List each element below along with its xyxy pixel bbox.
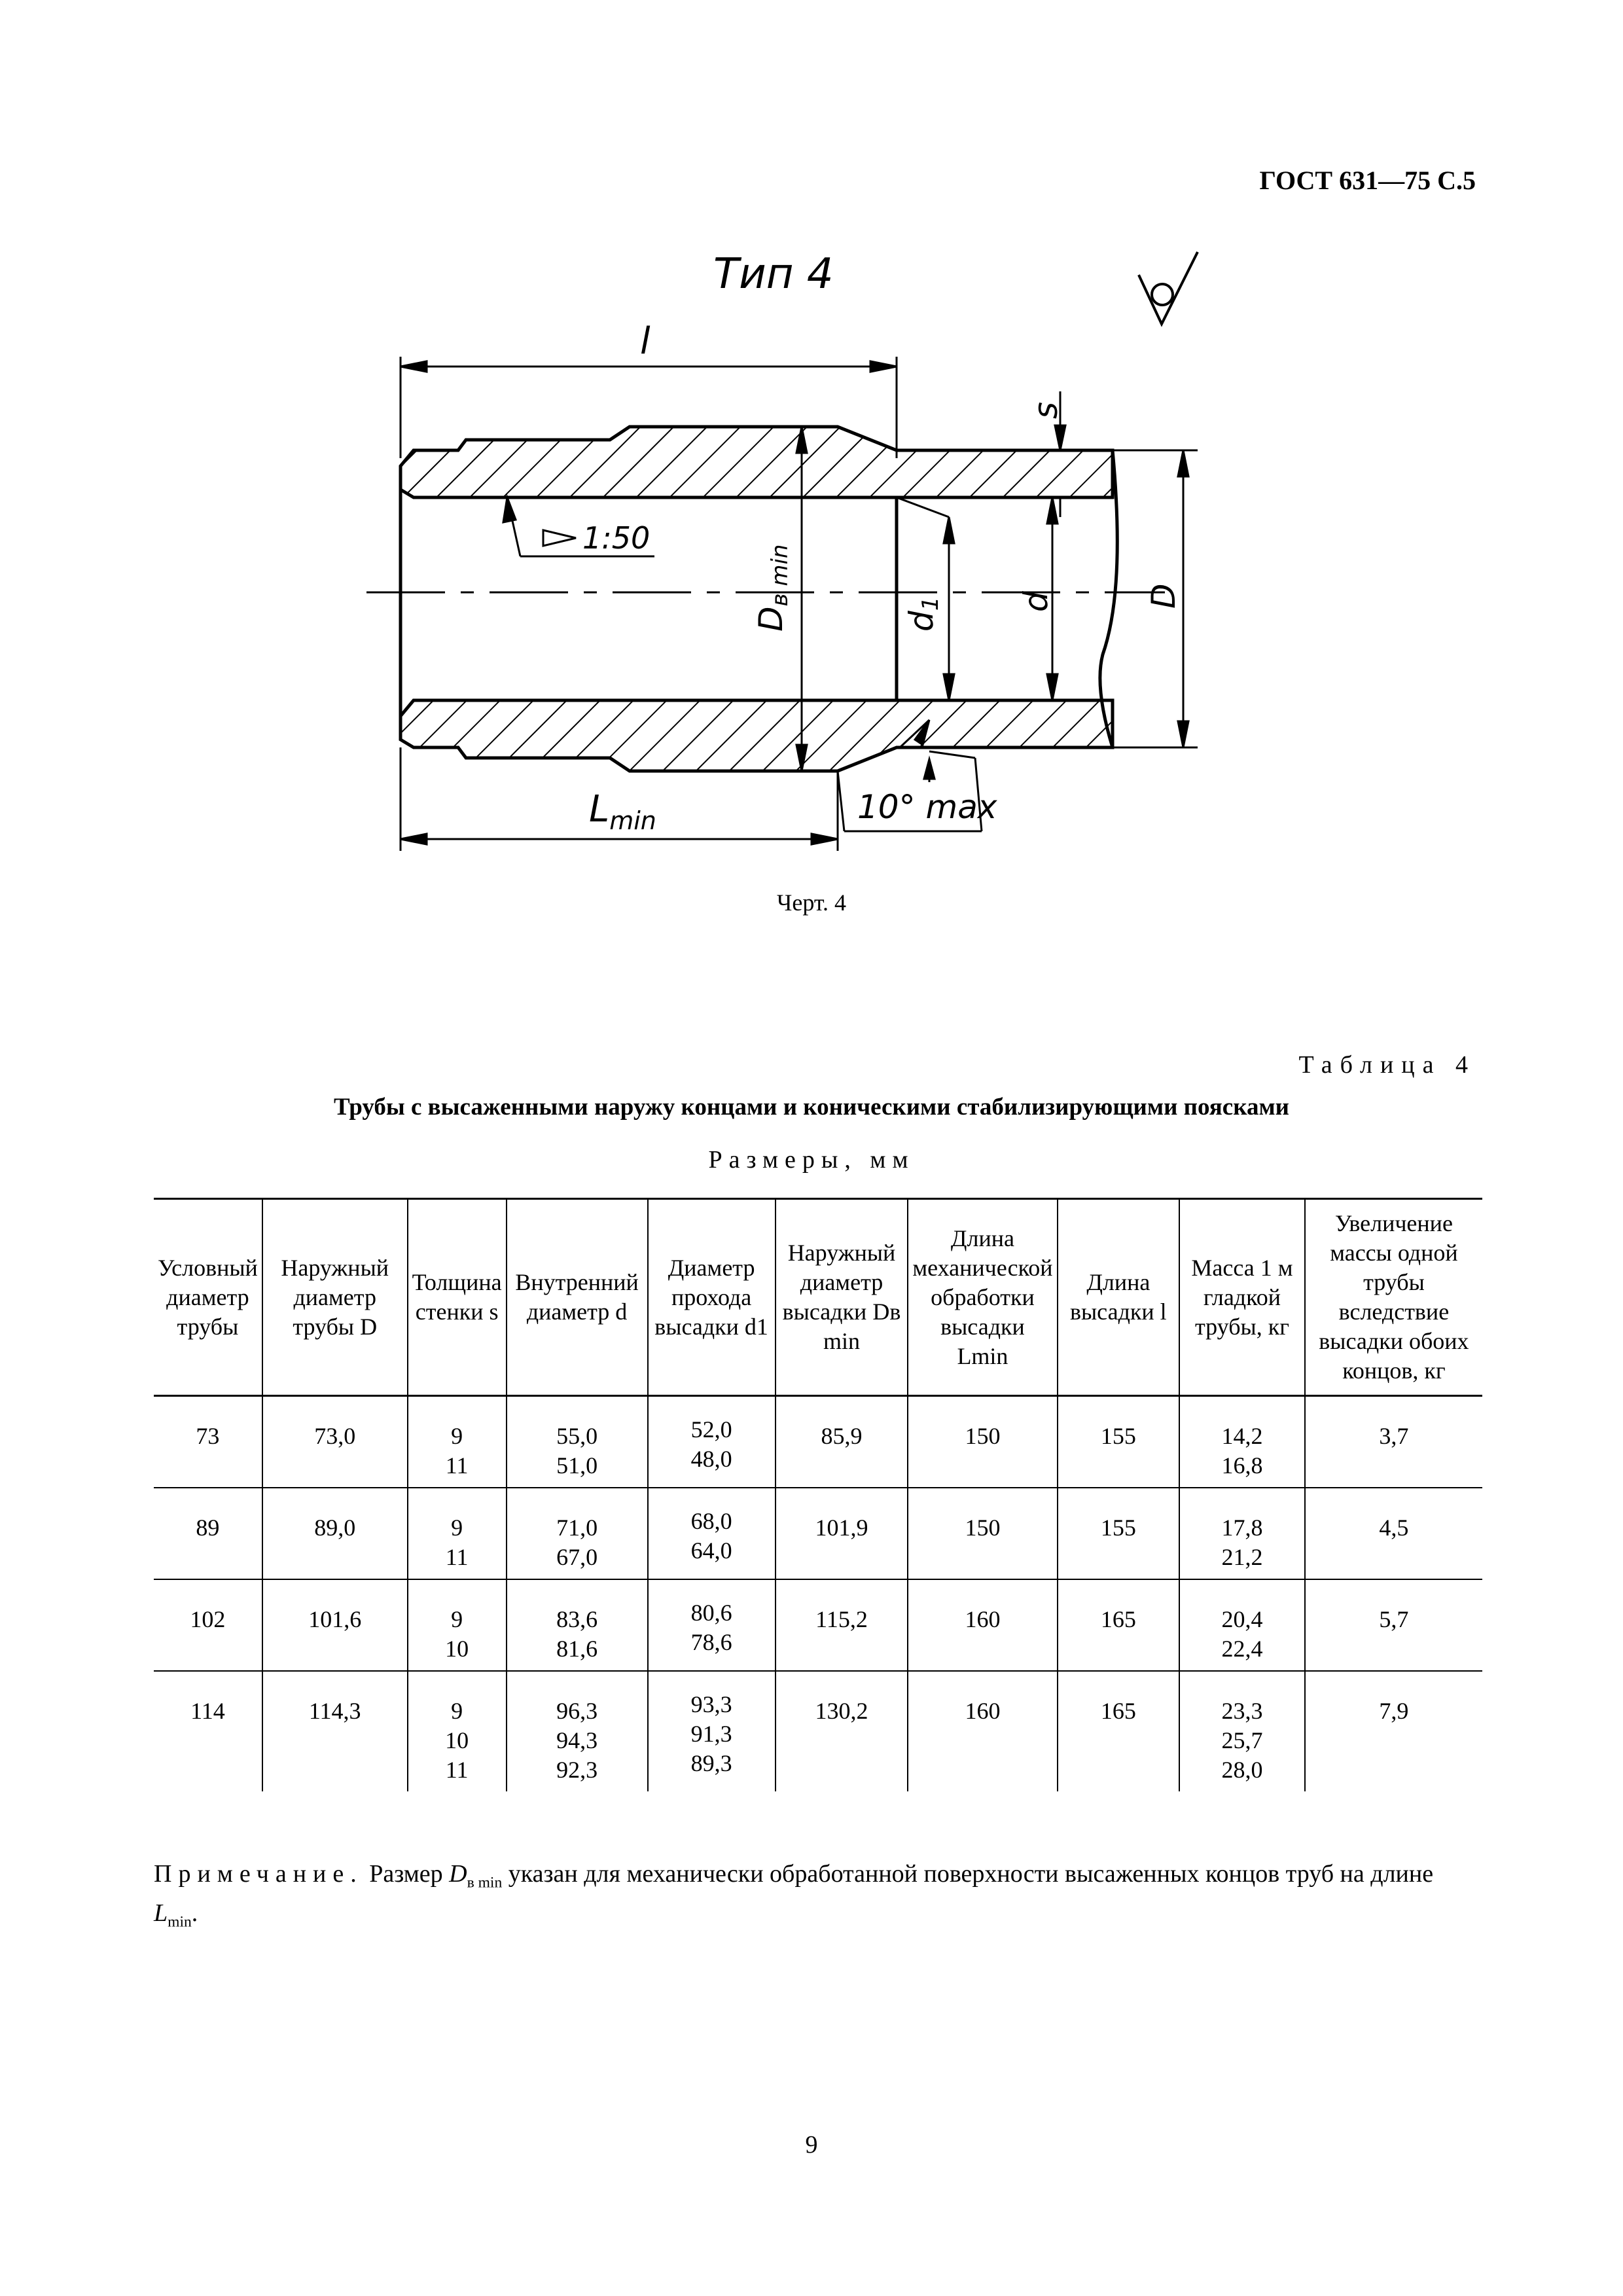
- table-cell-s: 9 11: [408, 1396, 507, 1488]
- pipe-section-lower: [401, 700, 1113, 771]
- table-cell-Lmin: 160: [908, 1579, 1057, 1671]
- table-cell-mass: 17,8 21,2: [1179, 1488, 1305, 1579]
- table-cell-d1: 52,0 48,0: [648, 1396, 776, 1488]
- table-cell-d1: 68,0 64,0: [648, 1488, 776, 1579]
- table-header-row: [154, 1199, 1482, 1396]
- table-row: [154, 1488, 1482, 1579]
- table-title: Трубы с высаженными наружу концами и коническими стабилизирующими поясками: [334, 1094, 1289, 1121]
- col-header-upset-bore: Диаметр прохода высадки d1: [648, 1199, 776, 1396]
- col-header-upset-outer-diameter: Наружный диаметр высадки Dв min: [776, 1199, 908, 1396]
- dimensions-table: [154, 1198, 1482, 1791]
- col-header-machining-length: Длина механической обработки высадки Lmin: [908, 1199, 1057, 1396]
- table-cell-increase: 7,9: [1379, 1698, 1409, 1724]
- label-s: s: [1027, 401, 1065, 419]
- table-cell-d: 71,0 67,0: [507, 1488, 648, 1579]
- table-cell-d1: 93,3 91,3 89,3: [648, 1671, 776, 1791]
- label-Lmin: $L_{min}$: [589, 788, 656, 835]
- table-cell-D: 114,3: [262, 1671, 408, 1791]
- table-cell-l: 155: [1058, 1396, 1180, 1488]
- table-cell-nominal: 89: [154, 1488, 262, 1579]
- note-label: Примечание.: [154, 1860, 363, 1888]
- pipe-section-upper: [401, 427, 1113, 497]
- table-cell-Lmin: 150: [908, 1396, 1057, 1488]
- table-cell-increase: 4,5: [1305, 1488, 1482, 1579]
- standard-reference: ГОСТ 631—75 С.5: [1259, 166, 1476, 195]
- page-number: 9: [805, 2131, 818, 2159]
- table-cell-d1: 80,6 78,6: [648, 1579, 776, 1671]
- table-cell-increase: 5,7: [1305, 1579, 1482, 1671]
- table-row: [154, 1396, 1482, 1488]
- table-cell-Lmin: 150: [908, 1488, 1057, 1579]
- table-cell-nominal: 73: [154, 1396, 262, 1488]
- col-header-mass-increase: Увеличение массы одной трубы вследствие высадки обоих концов, кг: [1305, 1199, 1482, 1396]
- table-cell-d: 83,6 81,6: [507, 1579, 648, 1671]
- table-row: [154, 1579, 1482, 1671]
- col-header-outer-diameter: Наружный диаметр трубы D: [262, 1199, 408, 1396]
- col-header-wall-thickness: Толщина стенки s: [408, 1199, 507, 1396]
- label-taper: 1:50: [582, 520, 651, 556]
- table-cell-d: 96,3 94,3 92,3: [507, 1671, 648, 1791]
- label-d: d: [1017, 591, 1055, 612]
- table-label: Таблица 4: [1298, 1051, 1476, 1079]
- table-cell-l: 165: [1058, 1671, 1180, 1791]
- table-units: Размеры, мм: [708, 1146, 915, 1174]
- table-cell-d: 55,0 51,0: [507, 1396, 648, 1488]
- label-angle: 10° max: [857, 788, 997, 826]
- table-cell-mass: 14,2 16,8: [1179, 1396, 1305, 1488]
- table-cell-s: 9 11: [408, 1488, 507, 1579]
- roughness-symbol: [1139, 252, 1198, 324]
- type-label: Тип 4: [713, 250, 834, 298]
- table-cell-s: 9 10 11: [408, 1671, 507, 1791]
- table-cell-D: 73,0: [262, 1396, 408, 1488]
- label-D: D: [1145, 583, 1183, 609]
- figure-caption: Черт. 4: [777, 889, 846, 916]
- table-cell-s: 9 10: [408, 1579, 507, 1671]
- table-cell-mass: 20,4 22,4: [1179, 1579, 1305, 1671]
- table-cell-Db: 115,2: [776, 1579, 908, 1671]
- label-l: l: [640, 320, 651, 363]
- table-cell-Lmin: 160: [908, 1671, 1057, 1791]
- table-note: Примечание. Размер $D_{в min}$ указан для механически обработанной поверхности высаженных концов труб на длине $L_{min}$.: [154, 1860, 1434, 1931]
- col-header-mass: Масса 1 м гладкой трубы, кг: [1179, 1199, 1305, 1396]
- table-cell-increase: 3,7: [1305, 1396, 1482, 1488]
- pipe-end-drawing: [0, 0, 1623, 877]
- table-cell-nominal: 102: [154, 1579, 262, 1671]
- table-cell-l: 155: [1058, 1488, 1180, 1579]
- label-d1: d1: [902, 596, 944, 632]
- col-header-inner-diameter: Внутренний диаметр d: [507, 1199, 648, 1396]
- col-header-upset-length: Длина высадки l: [1058, 1199, 1180, 1396]
- table-row: [154, 1671, 1482, 1791]
- table-cell-Db: 130,2: [776, 1671, 908, 1791]
- table-cell-nominal: 114: [154, 1671, 262, 1791]
- col-header-nominal: Условный диаметр трубы: [154, 1199, 262, 1396]
- table-cell-l: 165: [1058, 1579, 1180, 1671]
- table-cell-Db: 85,9: [776, 1396, 908, 1488]
- label-Db: Dв min: [752, 544, 793, 632]
- table-cell-D: 101,6: [262, 1579, 408, 1671]
- table-cell-D: 89,0: [262, 1488, 408, 1579]
- table-cell-Db: 101,9: [776, 1488, 908, 1579]
- table-cell-mass: 23,3 25,7 28,0: [1179, 1671, 1305, 1791]
